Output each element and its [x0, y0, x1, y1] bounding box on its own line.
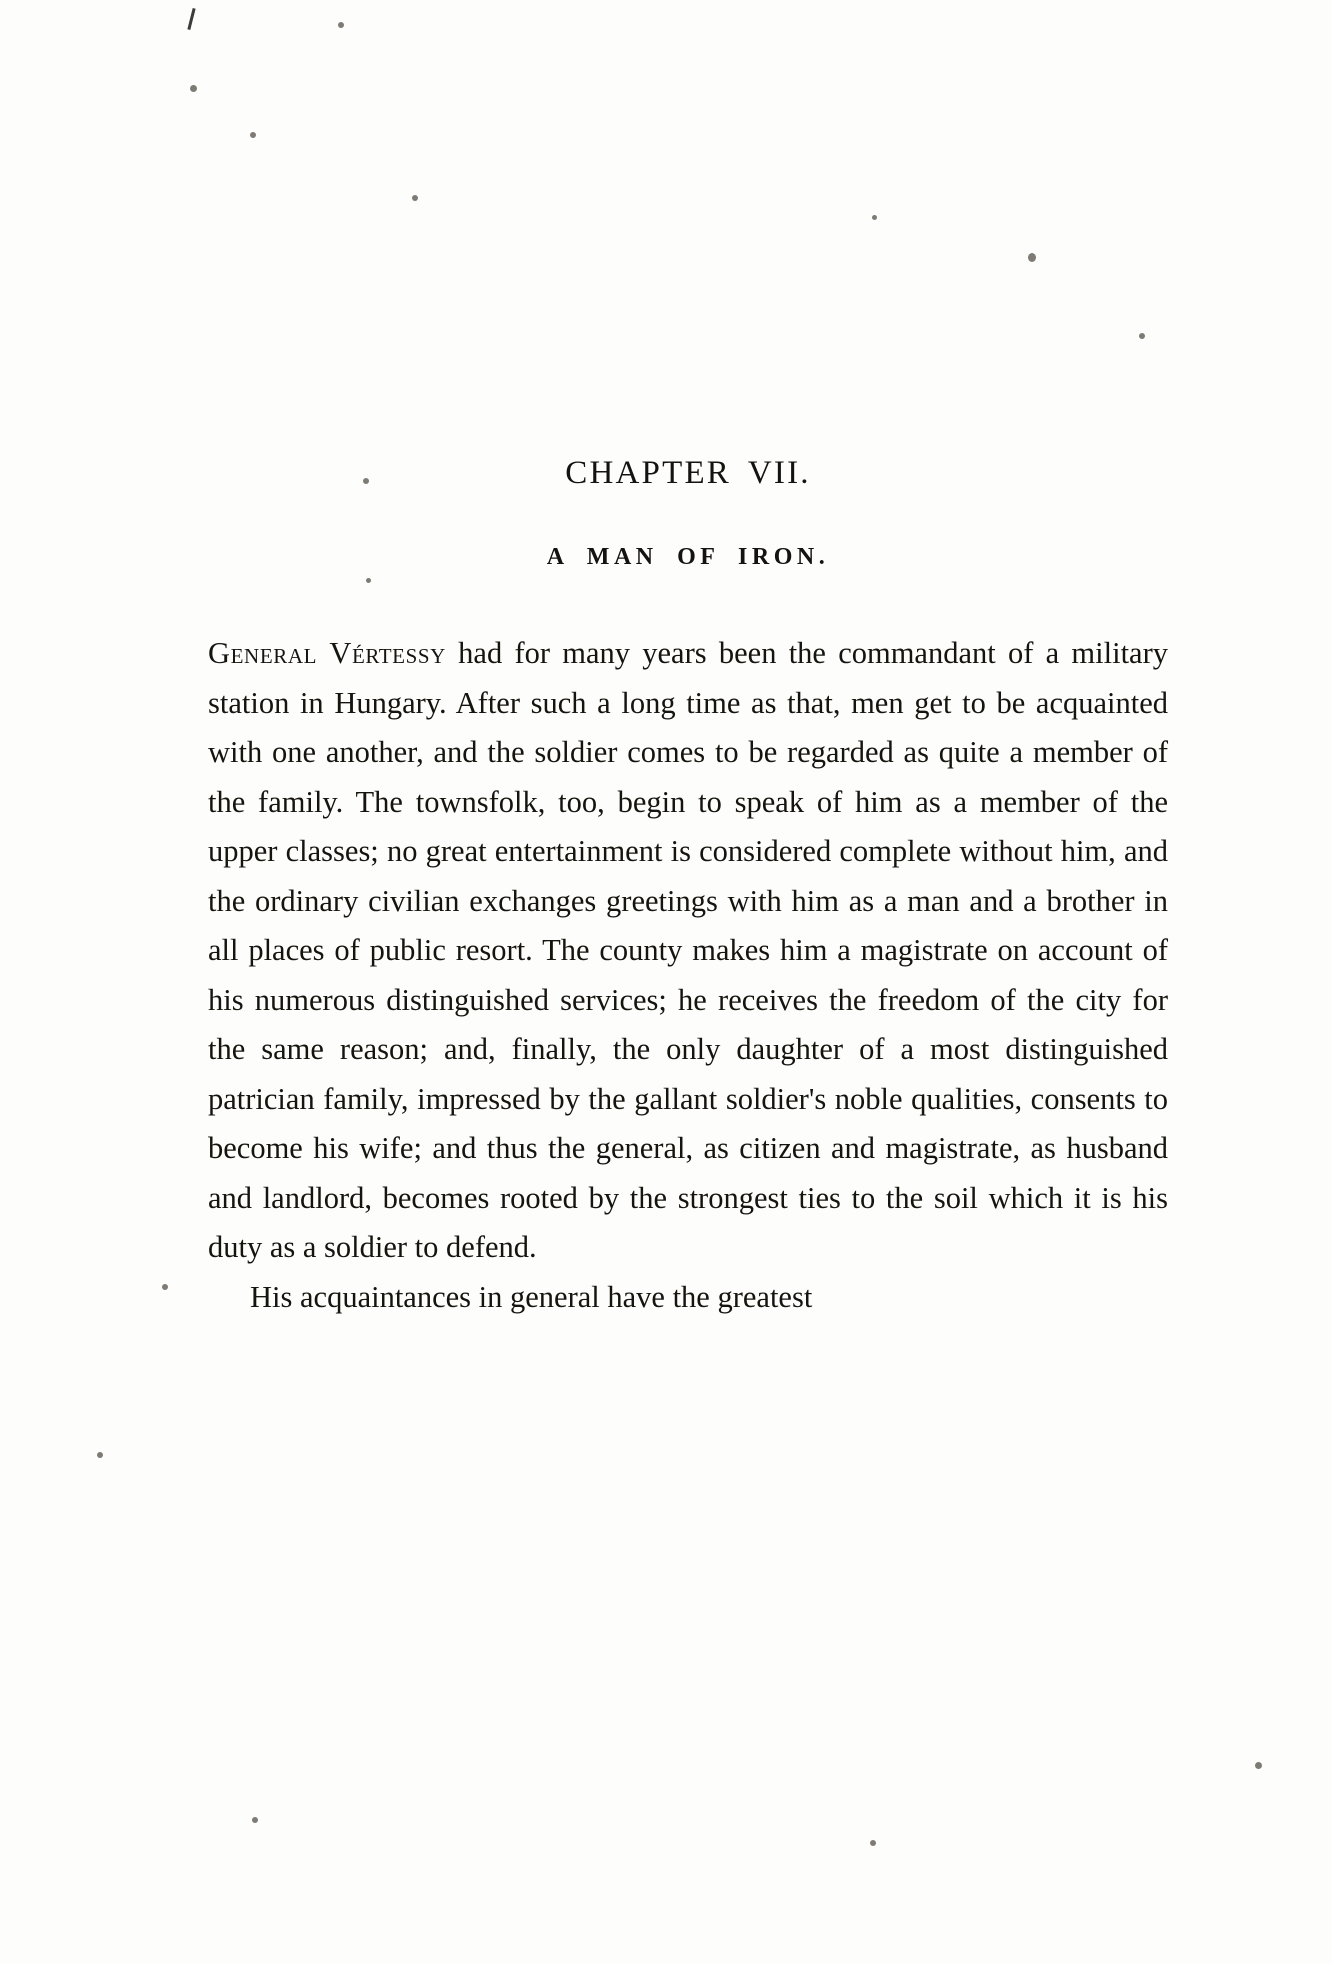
scan-speck [1028, 253, 1036, 262]
paragraph-body: had for many years been the commandant of a military station in Hungary. After such a long time as that, men get to be acquainted with one another, and the soldier comes to be regarded as quite a member of the family. The townsfolk, too, begin to speak of him as a member of the upper classes; no great entertainment is considered complete without him, and the ordinary civilian exchanges greetings with him as a man and a brother in all places of public resort. The county makes him a magistrate on account of his numerous distinguished services; he receives the freedom of the city for the same reason; and, finally, the only daughter of a most distinguished patrician family, impressed by the gallant soldier's noble qualities, consents to become his wife; and thus the general, as citizen and magistrate, as husband and landlord, becomes rooted by the strongest ties to the soil which it is his duty as a soldier to defend. [208, 636, 1168, 1264]
scan-speck [1255, 1762, 1262, 1769]
paragraph-opening [208, 629, 1168, 1273]
scan-speck [412, 195, 418, 201]
paragraph-second: His acquaintances in general have the greatest [250, 1279, 813, 1314]
scan-speck [870, 1840, 876, 1846]
paragraph-lead-smallcaps: General Vértessy [208, 636, 446, 670]
scan-speck [190, 85, 197, 92]
scan-speck [872, 215, 877, 220]
scan-speck [162, 1284, 168, 1290]
chapter-subtitle: A MAN OF IRON. [546, 544, 830, 570]
scan-speck [252, 1817, 258, 1823]
scan-speck [97, 1452, 103, 1458]
chapter-heading: CHAPTER VII. [565, 455, 811, 491]
scan-speck [250, 132, 256, 138]
scan-speck [1139, 333, 1145, 339]
scan-tick-mark [187, 8, 195, 30]
scan-speck [338, 22, 344, 28]
page-content [208, 455, 1168, 1353]
